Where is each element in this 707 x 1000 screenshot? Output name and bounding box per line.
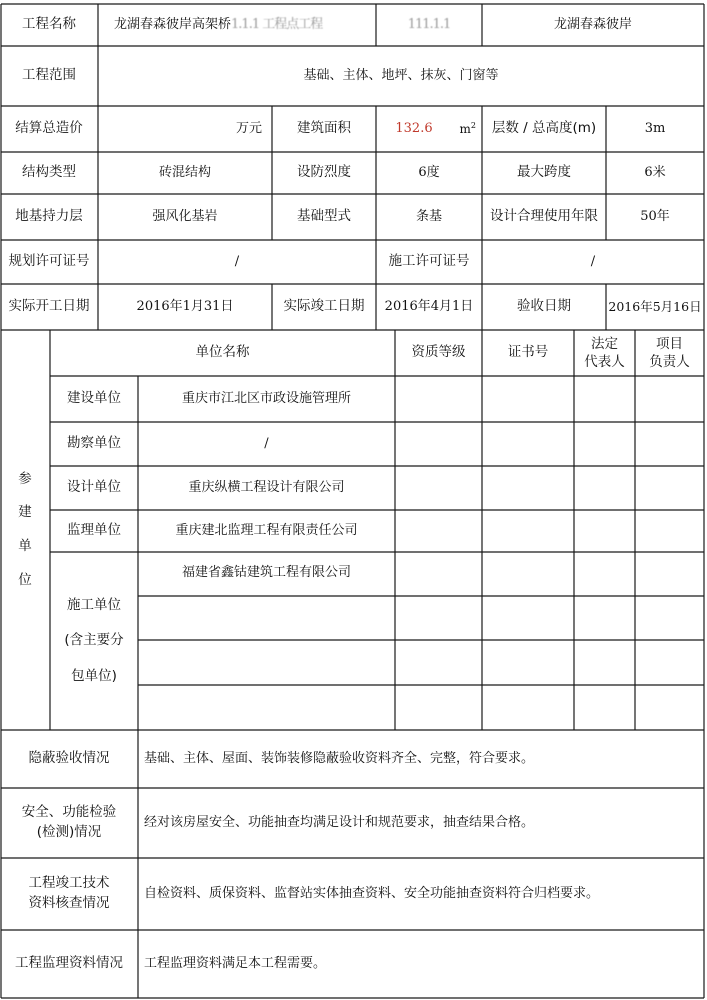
col-certificate: 证书号 xyxy=(507,344,549,361)
check-label-line: 隐蔽验收情况 xyxy=(28,750,110,767)
project-name-text: 龙湖春森彼岸高架桥 xyxy=(114,16,232,32)
col-project-lead xyxy=(635,330,704,376)
unit-name: 重庆纵横工程设计有限公司 xyxy=(188,479,345,495)
foundation-type-label: 基础型式 xyxy=(297,208,351,225)
unit-name: 重庆建北监理工程有限责任公司 xyxy=(175,522,358,538)
seismic-value: 6度 xyxy=(418,164,440,180)
seismic-label: 设防烈度 xyxy=(297,164,351,181)
construction-unit-name: 福建省鑫钴建筑工程有限公司 xyxy=(181,564,351,580)
check-label-line: 工程竣工技术 xyxy=(28,875,110,892)
scope-label: 工程范围 xyxy=(22,67,76,84)
col-qualification: 资质等级 xyxy=(411,344,466,361)
check-value: 基础、主体、屋面、装饰装修隐蔽验收资料齐全、完整，符合要求。 xyxy=(144,750,535,766)
area-unit-text: m xyxy=(459,122,471,136)
construction-role-line: 包单位) xyxy=(71,667,117,684)
check-label xyxy=(0,788,138,858)
finish-date-value: 2016年4月1日 xyxy=(384,298,474,314)
structure-value: 砖混结构 xyxy=(158,164,211,180)
project-short-name: 龙湖春森彼岸 xyxy=(553,16,632,32)
check-label xyxy=(0,730,138,788)
construction-permit-label: 施工许可证号 xyxy=(388,253,470,270)
foundation-label: 地基持力层 xyxy=(15,208,83,225)
check-label-line: 安全、功能检验 xyxy=(21,804,117,821)
col-project-lead-line: 负责人 xyxy=(649,354,690,370)
col-project-lead-line: 项目 xyxy=(656,335,683,352)
start-date-value: 2016年1月31日 xyxy=(136,298,234,314)
check-label xyxy=(0,858,138,930)
project-name-label: 工程名称 xyxy=(22,16,76,33)
obscured-stamp: 111.1.1 xyxy=(407,16,451,32)
check-label-line: 工程监理资料情况 xyxy=(15,955,123,972)
area-unit-sup: 2 xyxy=(470,121,476,130)
start-date-label: 实际开工日期 xyxy=(8,298,90,315)
check-value: 工程监理资料满足本工程需要。 xyxy=(144,955,327,971)
foundation-type-value: 条基 xyxy=(415,208,442,224)
role-label: 建设单位 xyxy=(67,390,121,407)
project-name-obscured: 1.1.1 工程点工程 xyxy=(231,16,323,32)
finish-date-label: 实际竣工日期 xyxy=(283,298,365,315)
unit-name: 重庆市江北区市政设施管理所 xyxy=(181,390,351,406)
check-label-line: 资料核查情况 xyxy=(28,895,110,911)
span-label: 最大跨度 xyxy=(517,164,571,181)
unit-name: / xyxy=(264,435,269,451)
area-label: 建筑面积 xyxy=(297,120,351,137)
construction-role-label xyxy=(50,552,138,730)
check-label xyxy=(0,930,138,998)
role-label: 监理单位 xyxy=(67,522,121,539)
col-legal-rep-line: 法定 xyxy=(591,335,618,352)
side-char: 参 xyxy=(18,470,32,487)
check-value: 自检资料、质保资料、监督站实体抽查资料、安全功能抽查资料符合归档要求。 xyxy=(144,885,600,901)
construction-role-line: (含主要分 xyxy=(64,632,124,649)
col-unit-name: 单位名称 xyxy=(195,344,250,361)
construction-role-line: 施工单位 xyxy=(67,597,121,614)
span-value: 6米 xyxy=(644,164,666,180)
floors-label: 层数 / 总高度(m) xyxy=(491,120,597,137)
role-label: 勘察单位 xyxy=(67,435,121,452)
acceptance-date-label: 验收日期 xyxy=(517,298,571,315)
project-name-value xyxy=(98,4,376,46)
floors-value: 3m xyxy=(644,120,666,136)
check-label-line: (检测)情况 xyxy=(36,824,102,840)
construction-permit-value: / xyxy=(590,253,596,269)
foundation-value: 强风化基岩 xyxy=(152,208,218,224)
area-value: 132.6 xyxy=(395,120,433,136)
design-life-value: 50年 xyxy=(640,208,670,224)
acceptance-date-value: 2016年5月16日 xyxy=(608,299,702,314)
area-unit xyxy=(460,120,476,139)
side-char: 位 xyxy=(18,571,32,588)
role-label: 设计单位 xyxy=(67,479,121,496)
check-value: 经对该房屋安全、功能抽查均满足设计和规范要求，抽查结果合格。 xyxy=(144,814,535,830)
cost-unit: 万元 xyxy=(235,120,262,136)
design-life-label: 设计合理使用年限 xyxy=(490,208,598,225)
cost-label: 结算总造价 xyxy=(15,120,83,137)
structure-label: 结构类型 xyxy=(22,164,76,181)
area-value-cell xyxy=(376,106,482,152)
side-char: 单 xyxy=(18,538,32,554)
participants-side-label xyxy=(0,330,50,730)
side-char: 建 xyxy=(18,504,32,521)
planning-permit-label: 规划许可证号 xyxy=(8,253,90,270)
planning-permit-value: / xyxy=(234,253,240,269)
col-legal-rep-line: 代表人 xyxy=(584,354,625,370)
scope-value: 基础、主体、地坪、抹灰、门窗等 xyxy=(303,67,499,83)
col-legal-rep xyxy=(574,330,635,376)
